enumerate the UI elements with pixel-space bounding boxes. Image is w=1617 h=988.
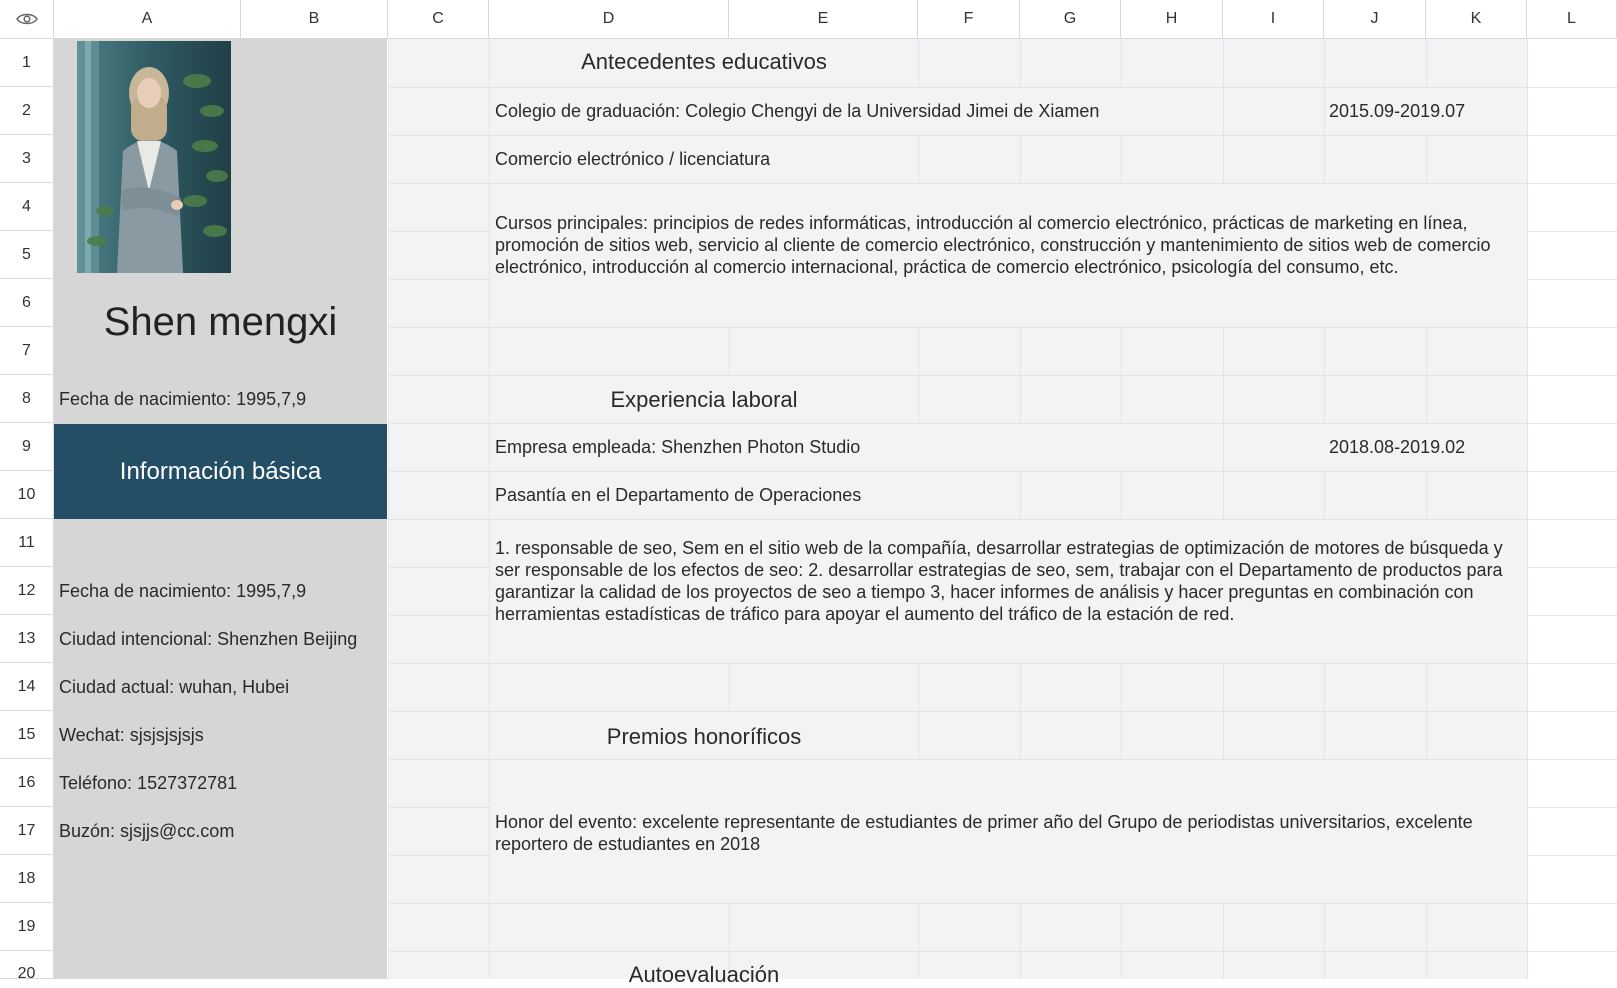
education-school: Colegio de graduación: Colegio Chengyi de la Universidad Jimei de Xiamen	[495, 101, 1100, 121]
work-title: Experiencia laboral	[610, 387, 798, 412]
work-description: 1. responsable de seo, Sem en el sitio web de la compañía, desarrollar estrategias de optimización de motores de búsqueda y ser responsable de los efectos de seo: 2. desarrollar estrategias de seo, sem, trabajar con el Departamento de productos para garantizar la calidad de los proyectos de seo a tiempo 3, hacer informes de análisis y hacer preguntas en combinación con herramientas estadísticas de tráfico para apoyar el aumento del tráfico de la estación de red.	[495, 538, 1503, 624]
phone: Teléfono: 1527372781	[59, 773, 238, 793]
row-header-13[interactable]: 13	[0, 615, 54, 663]
column-header-i[interactable]: I	[1223, 0, 1324, 39]
work-role: Pasantía en el Departamento de Operaciones	[495, 485, 862, 505]
column-header-j[interactable]: J	[1324, 0, 1426, 39]
row-header-15[interactable]: 15	[0, 711, 54, 759]
row-header-12[interactable]: 12	[0, 567, 54, 615]
column-header-c[interactable]: C	[388, 0, 489, 39]
row-header-1[interactable]: 1	[0, 39, 54, 87]
row-header-17[interactable]: 17	[0, 807, 54, 855]
education-title: Antecedentes educativos	[581, 49, 827, 74]
self-evaluation-title: Autoevaluación	[628, 962, 780, 987]
row-header-3[interactable]: 3	[0, 135, 54, 183]
mailbox: Buzón: sjsjjs@cc.com	[59, 821, 235, 841]
column-header-a[interactable]: A	[54, 0, 241, 39]
row-header-14[interactable]: 14	[0, 663, 54, 711]
work-dates: 2018.08-2019.02	[1329, 437, 1466, 457]
profile-name: Shen mengxi	[103, 300, 338, 344]
intended-city: Ciudad intencional: Shenzhen Beijing	[59, 629, 358, 649]
row-header-18[interactable]: 18	[0, 855, 54, 903]
column-header-b[interactable]: B	[241, 0, 388, 39]
education-courses: Cursos principales: principios de redes informáticas, introducción al comercio electrónico, prácticas de marketing en línea, promoción de sitios web, servicio al cliente de comercio electrónico, construcción y mantenimiento de sitios web de comercio electrónico, introducción al comercio internacional, práctica de comercio electrónico, psicología del consumo, etc.	[495, 213, 1491, 277]
column-header-k[interactable]: K	[1426, 0, 1527, 39]
column-header-f[interactable]: F	[918, 0, 1020, 39]
row-header-6[interactable]: 6	[0, 279, 54, 327]
row-header-19[interactable]: 19	[0, 903, 54, 951]
select-all-corner[interactable]	[0, 0, 54, 39]
birth-date: Fecha de nacimiento: 1995,7,9	[59, 581, 307, 601]
row-header-8[interactable]: 8	[0, 375, 54, 423]
column-header-l[interactable]: L	[1527, 0, 1617, 39]
awards-text: Honor del evento: excelente representante de estudiantes de primer año del Grupo de periodistas universitarios, excelente reportero de estudiantes en 2018	[495, 812, 1473, 854]
awards-title: Premios honoríficos	[606, 724, 802, 749]
birth-date-top: Fecha de nacimiento: 1995,7,9	[59, 389, 307, 409]
row-header-10[interactable]: 10	[0, 471, 54, 519]
row-header-11[interactable]: 11	[0, 519, 54, 567]
column-header-e[interactable]: E	[729, 0, 918, 39]
row-header-7[interactable]: 7	[0, 327, 54, 375]
eye-icon	[16, 12, 38, 26]
column-header-d[interactable]: D	[489, 0, 729, 39]
column-header-h[interactable]: H	[1121, 0, 1223, 39]
column-header-g[interactable]: G	[1020, 0, 1121, 39]
row-header-4[interactable]: 4	[0, 183, 54, 231]
education-major: Comercio electrónico / licenciatura	[495, 149, 771, 169]
row-header-9[interactable]: 9	[0, 423, 54, 471]
row-header-2[interactable]: 2	[0, 87, 54, 135]
current-city: Ciudad actual: wuhan, Hubei	[59, 677, 290, 697]
basic-info-banner	[54, 424, 387, 519]
row-header-5[interactable]: 5	[0, 231, 54, 279]
row-header-16[interactable]: 16	[0, 759, 54, 807]
work-company: Empresa empleada: Shenzhen Photon Studio	[495, 437, 861, 457]
row-header-20[interactable]: 20	[0, 951, 54, 979]
basic-info-heading: Información básica	[119, 457, 322, 485]
wechat: Wechat: sjsjsjsjsjs	[59, 725, 204, 745]
profile-photo	[77, 41, 231, 273]
education-dates: 2015.09-2019.07	[1329, 101, 1466, 121]
spacer-column	[388, 39, 489, 979]
